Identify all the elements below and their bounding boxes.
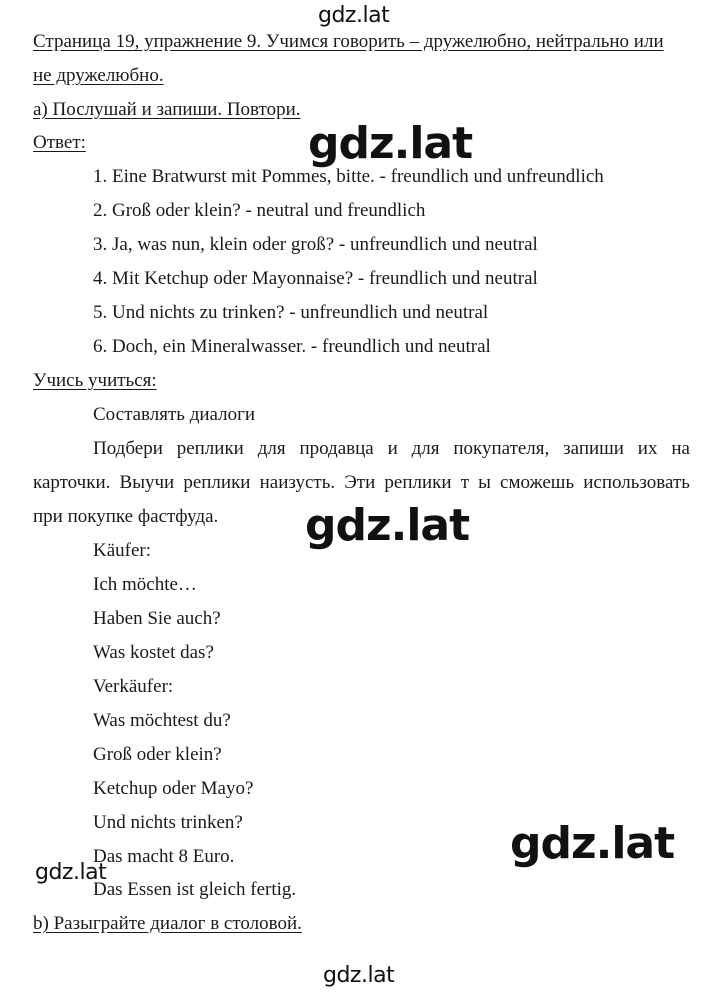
task-b-heading: b) Разыграйте диалог в столовой. bbox=[33, 913, 302, 934]
learn-subheading: Составлять диалоги bbox=[93, 404, 256, 425]
watermark-footer: gdz.lat bbox=[323, 963, 395, 988]
learn-heading: Учись учиться: bbox=[33, 370, 157, 391]
paragraph-word: использовать bbox=[583, 472, 690, 493]
dialogue-line: Was kostet das? bbox=[93, 642, 214, 663]
paragraph-word: их bbox=[637, 438, 658, 459]
learn-paragraph-line-3: при покупке фастфуда. bbox=[33, 506, 219, 527]
watermark-mid-2: gdz.lat bbox=[305, 500, 470, 551]
paragraph-word: реплики bbox=[183, 472, 251, 493]
watermark-top: gdz.lat bbox=[318, 3, 390, 28]
paragraph-word: реплики bbox=[384, 472, 452, 493]
paragraph-word: сможешь bbox=[500, 472, 575, 493]
answer-item: 6. Doch, ein Mineralwasser. - freundlich und neutral bbox=[93, 336, 491, 357]
paragraph-word: и bbox=[387, 438, 398, 459]
dialogue-role-buyer: Käufer: bbox=[93, 540, 152, 561]
dialogue-line: Groß oder klein? bbox=[93, 744, 222, 765]
dialogue-line: Ketchup oder Mayo? bbox=[93, 778, 254, 799]
answer-item: 3. Ja, was nun, klein oder groß? - unfreundlich und neutral bbox=[93, 234, 538, 255]
answer-item: 1. Eine Bratwurst mit Pommes, bitte. - freundlich und unfreundlich bbox=[93, 166, 604, 187]
learn-paragraph-line-1 bbox=[93, 439, 690, 458]
learn-paragraph-line-2 bbox=[33, 473, 690, 492]
paragraph-word: реплики bbox=[176, 438, 244, 459]
dialogue-line: Haben Sie auch? bbox=[93, 608, 221, 629]
paragraph-word: покупателя, bbox=[453, 438, 550, 459]
dialogue-role-seller: Verkäufer: bbox=[93, 676, 174, 697]
watermark-bottom-left: gdz.lat bbox=[35, 860, 107, 885]
paragraph-word: ы bbox=[478, 472, 491, 493]
paragraph-word: для bbox=[257, 438, 286, 459]
answer-item: 4. Mit Ketchup oder Mayonnaise? - freundlich und neutral bbox=[93, 268, 538, 289]
paragraph-word: Подбери bbox=[93, 438, 163, 459]
paragraph-word: для bbox=[411, 438, 440, 459]
dialogue-line: Das Essen ist gleich fertig. bbox=[93, 879, 297, 900]
paragraph-word: продавца bbox=[299, 438, 374, 459]
watermark-mid-1: gdz.lat bbox=[308, 118, 473, 169]
exercise-title-line-2: не дружелюбно. bbox=[33, 65, 164, 86]
answer-item: 5. Und nichts zu trinken? - unfreundlich und neutral bbox=[93, 302, 489, 323]
paragraph-word: т bbox=[460, 472, 469, 493]
dialogue-line: Ich möchte… bbox=[93, 574, 197, 595]
watermark-bottom-right: gdz.lat bbox=[510, 818, 675, 869]
exercise-title-line-1: Страница 19, упражнение 9. Учимся говорить – дружелюбно, нейтрально или bbox=[33, 31, 664, 52]
dialogue-line: Was möchtest du? bbox=[93, 710, 231, 731]
paragraph-word: Эти bbox=[344, 472, 376, 493]
dialogue-line: Das macht 8 Euro. bbox=[93, 846, 235, 867]
dialogue-line: Und nichts trinken? bbox=[93, 812, 243, 833]
answer-item: 2. Groß oder klein? - neutral und freundlich bbox=[93, 200, 426, 221]
paragraph-word: Выучи bbox=[119, 472, 175, 493]
paragraph-word: на bbox=[671, 438, 690, 459]
paragraph-word: карточки. bbox=[33, 472, 111, 493]
answer-label: Ответ: bbox=[33, 132, 86, 153]
task-a-heading: а) Послушай и запиши. Повтори. bbox=[33, 99, 301, 120]
paragraph-word: запиши bbox=[563, 438, 624, 459]
paragraph-word: наизусть. bbox=[259, 472, 336, 493]
